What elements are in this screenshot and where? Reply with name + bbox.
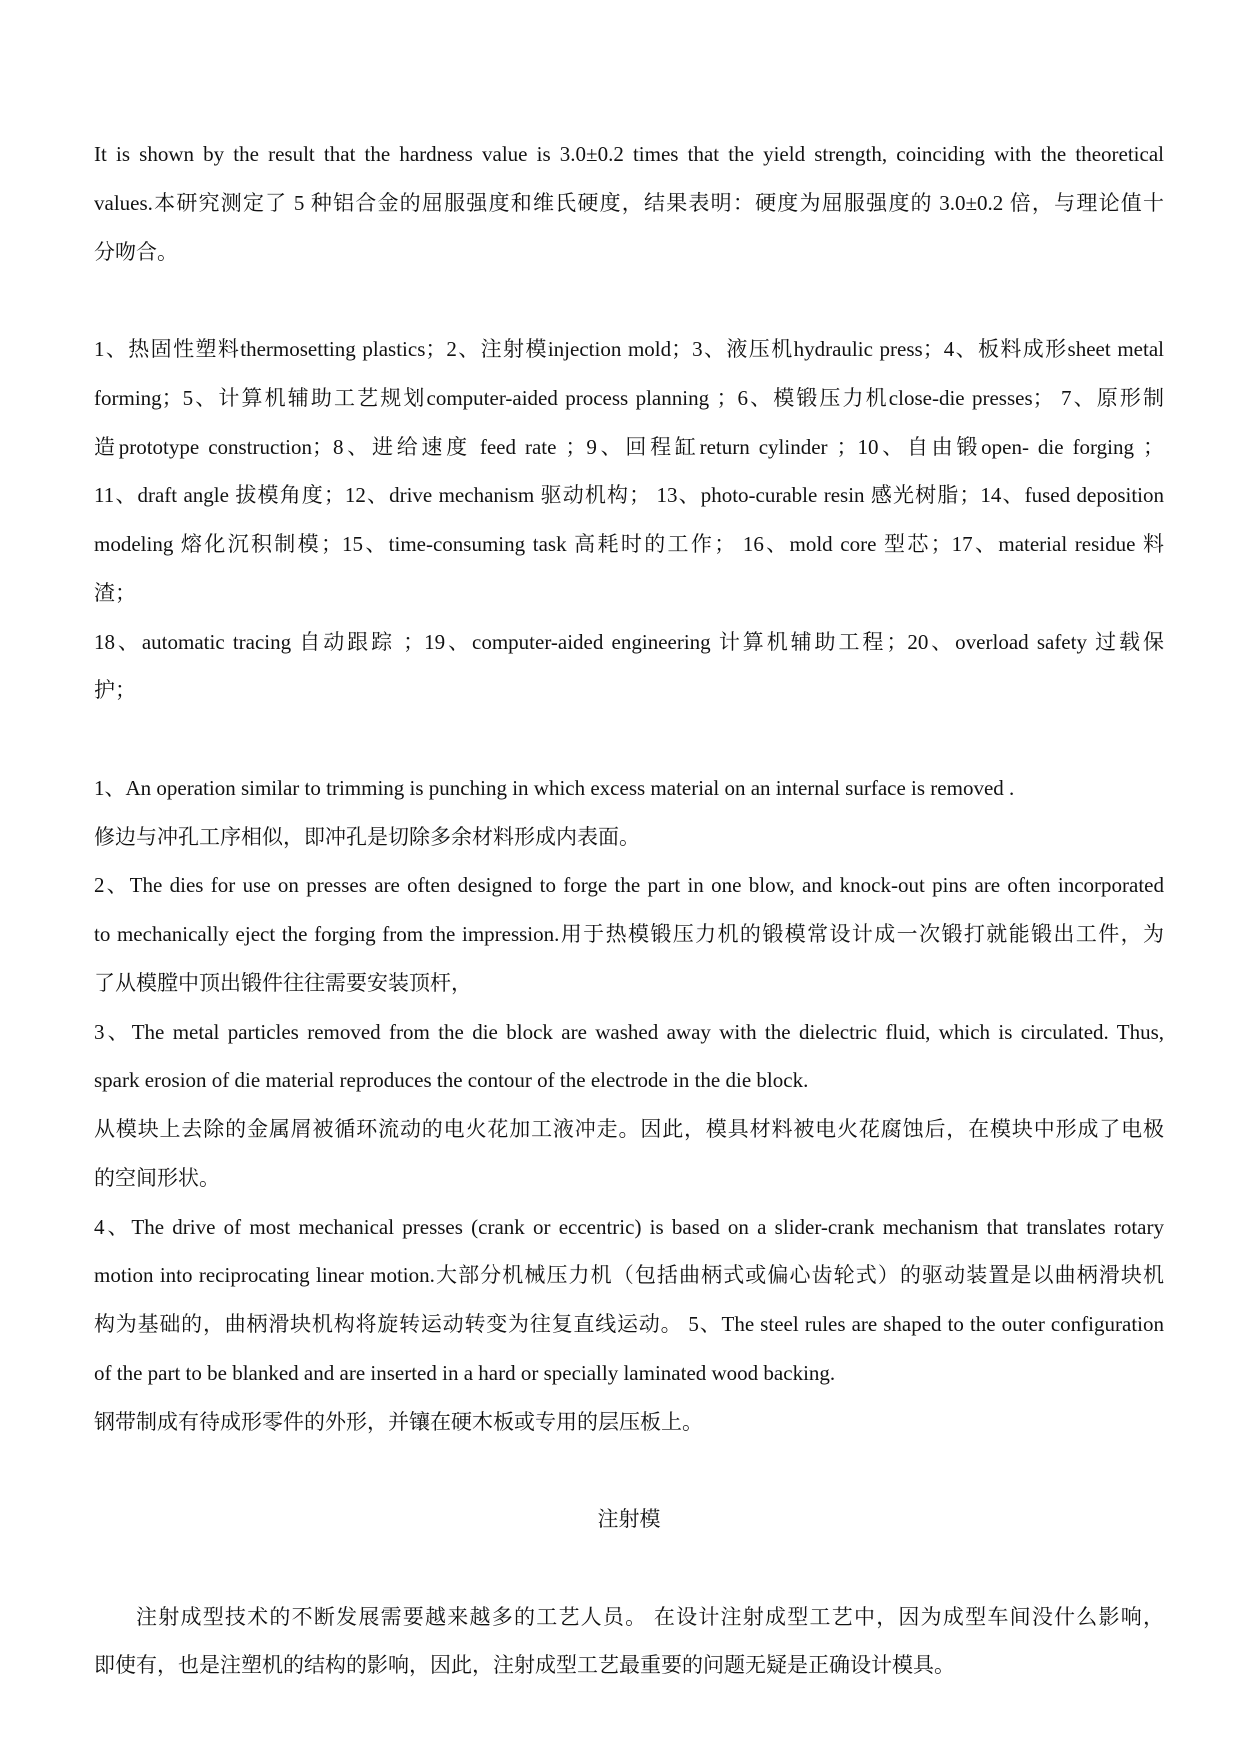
section-paragraph bbox=[94, 1593, 1164, 1691]
text-line: 构为基础的，曲柄滑块机构将旋转运动转变为往复直线运动。 5、The steel rules are shaped to the outer configuration bbox=[94, 1312, 1164, 1336]
text-line: It is shown by the result that the hardness value is 3.0±0.2 times that the yield strength, coinciding with the theoretical bbox=[94, 142, 1164, 166]
text-line: 1、热固性塑料thermosetting plastics；2、注射模injection mold；3、液压机hydraulic press；4、板料成形sheet metal bbox=[94, 337, 1164, 361]
text-line: 了从模膛中顶出锻件往往需要安装顶杆， bbox=[94, 970, 472, 995]
text-line: 渣； bbox=[94, 580, 136, 605]
text-line: 护； bbox=[94, 678, 136, 703]
text-line: 钢带制成有待成形零件的外形，并镶在硬木板或专用的层压板上。 bbox=[94, 1409, 703, 1434]
text-line: of the part to be blanked and are inserted in a hard or specially laminated wood backing. bbox=[94, 1360, 836, 1385]
text-line: 4、The drive of most mechanical presses (crank or eccentric) is based on a slider-crank mechanism that translates rotary bbox=[94, 1214, 1164, 1239]
sentence-translations bbox=[94, 764, 1164, 1447]
text-line: 11、draft angle 拔模角度；12、drive mechanism 驱动机构； 13、photo-curable resin 感光树脂；14、fused deposition bbox=[94, 483, 1164, 508]
document-page bbox=[94, 130, 1164, 1690]
text-line: 3、The metal particles removed from the die block are washed away with the dielectric fluid, which is circulated. Thus, bbox=[94, 1019, 1164, 1044]
text-line: 2、The dies for use on presses are often designed to forge the part in one blow, and knock-out pins are often incorporated bbox=[94, 873, 1164, 898]
text-line: 分吻合。 bbox=[94, 239, 178, 264]
spacer bbox=[94, 276, 1164, 325]
spacer bbox=[94, 1544, 1164, 1593]
text-line: 的空间形状。 bbox=[94, 1165, 220, 1190]
spacer bbox=[94, 1446, 1164, 1495]
section-title: 注射模 bbox=[597, 1507, 661, 1531]
text-line: 18、automatic tracing 自动跟踪 ；19、computer-aided engineering 计算机辅助工程；20、overload safety 过载保 bbox=[94, 629, 1164, 654]
text-line: forming；5、计算机辅助工艺规划computer-aided process planning ；6、模锻压力机close-die presses； 7、原形制 bbox=[94, 385, 1164, 410]
text-line: 1、An operation similar to trimming is punching in which excess material on an internal surface is removed . bbox=[94, 775, 1015, 800]
text-line: 注射成型技术的不断发展需要越来越多的工艺人员。 在设计注射成型工艺中，因为成型车间没什么影响， bbox=[136, 1604, 1164, 1629]
text-line: 从模块上去除的金属屑被循环流动的电火花加工液冲走。因此，模具材料被电火花腐蚀后，在模块中形成了电极 bbox=[94, 1117, 1164, 1141]
abstract-paragraph bbox=[94, 130, 1164, 276]
spacer bbox=[94, 715, 1164, 764]
text-line: spark erosion of die material reproduces the contour of the electrode in the die block. bbox=[94, 1068, 809, 1093]
text-line: motion into reciprocating linear motion.大部分机械压力机（包括曲柄式或偏心齿轮式）的驱动装置是以曲柄滑块机 bbox=[94, 1263, 1164, 1288]
text-line: to mechanically eject the forging from the impression.用于热模锻压力机的锻模常设计成一次锻打就能锻出工件，为 bbox=[94, 922, 1164, 946]
text-line: 造prototype construction；8、进给速度 feed rate ；9、回程缸return cylinder ；10、自由锻open- die forging ； bbox=[94, 434, 1164, 459]
text-line: 修边与冲孔工序相似，即冲孔是切除多余材料形成内表面。 bbox=[94, 824, 640, 849]
text-line: 即使有，也是注塑机的结构的影响，因此，注射成型工艺最重要的问题无疑是正确设计模具。 bbox=[94, 1653, 955, 1678]
vocabulary-list bbox=[94, 325, 1164, 715]
text-line: modeling 熔化沉积制模；15、time-consuming task 高耗时的工作； 16、mold core 型芯；17、material residue 料 bbox=[94, 532, 1164, 556]
text-line: values.本研究测定了 5 种铝合金的屈服强度和维氏硬度，结果表明：硬度为屈服强度的 3.0±0.2 倍，与理论值十 bbox=[94, 190, 1164, 215]
